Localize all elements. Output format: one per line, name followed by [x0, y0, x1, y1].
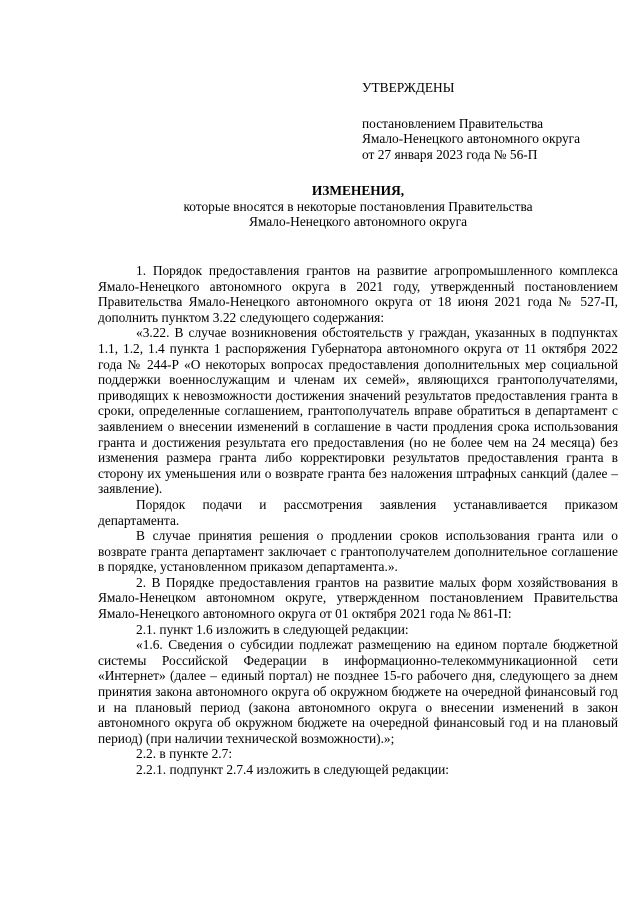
paragraph: 2.2.1. подпункт 2.7.4 изложить в следующей редакции: — [136, 762, 449, 777]
approval-line: Ямало-Ненецкого автономного округа — [362, 131, 581, 147]
paragraph: «1.6. Сведения о субсидии подлежат размещению на едином портале бюджетной системы Российской Федерации в информационно-телекоммуникационной сети «Интернет» (далее – единый портал) не позднее 15-го рабочего дня, следующего за днем принятия закона автономного округа об окружном бюджете на очередной финансовый год и на плановый период (закона автономного округа о внесении изменений в закон автономного округа об окружном бюджете на очередной финансовый год и на плановый период) (при наличии технической возможности).»; — [98, 637, 618, 746]
approval-line: постановлением Правительства — [362, 115, 544, 131]
document-subtitle: которые вносятся в некоторые постановления Правительства — [183, 198, 533, 214]
approval-stamp-title: УТВЕРЖДЕНЫ — [362, 80, 455, 95]
approval-date-line: от 27 января 2023 года № 56-П — [362, 146, 538, 162]
document-body — [98, 263, 618, 778]
paragraph: 2.2. в пункте 2.7: — [136, 746, 233, 762]
paragraph: 2. В Порядке предоставления грантов на развитие малых форм хозяйствования в Ямало-Ненецком автономном округе, утвержденном постановлением Правительства Ямало-Ненецкого автономного округа от 01 октября 2021 года № 861-П: — [98, 574, 618, 622]
approval-block — [362, 80, 622, 162]
document-heading — [98, 183, 618, 230]
paragraph: Порядок подачи и рассмотрения заявления устанавливается приказом департамента. — [98, 496, 618, 528]
document-title: ИЗМЕНЕНИЯ, — [311, 183, 405, 198]
paragraph: 2.1. пункт 1.6 изложить в следующей редакции: — [136, 621, 409, 637]
paragraph: 1. Порядок предоставления грантов на развитие агропромышленного комплекса Ямало-Ненецкого автономного округа в 2021 году, утвержденный постановлением Правительства Ямало-Ненецкого автономного округа от 18 июня 2021 года № 527-П, дополнить пунктом 3.22 следующего содержания: — [98, 263, 618, 325]
paragraph: «3.22. В случае возникновения обстоятельств у граждан, указанных в подпунктах 1.1, 1.2, 1.4 пункта 1 распоряжения Губернатора автономного округа от 11 октября 2022 года № 244-Р «О некоторых вопросах предоставления дополнительных мер социальной поддержки военнослужащим и членам их семей», являющихся грантополучателями, приводящих к невозможности достижения значений результатов предоставления гранта в сроки, определенные соглашением, грантополучатель вправе обратиться в департамент с заявлением о внесении изменений в соглашение в части продления срока использования гранта и достижения результата его предоставления (но не более чем на 24 месяца) без изменения размера гранта либо корректировки результатов предоставления гранта в сторону их уменьшения или о возврате гранта без наложения штрафных санкций (далее – заявление). — [98, 325, 618, 497]
paragraph: В случае принятия решения о продлении сроков использования гранта или о возврате гранта департамент заключает с грантополучателем дополнительное соглашение в порядке, установленном приказом департамента.». — [98, 528, 618, 575]
document-subtitle: Ямало-Ненецкого автономного округа — [248, 214, 468, 230]
